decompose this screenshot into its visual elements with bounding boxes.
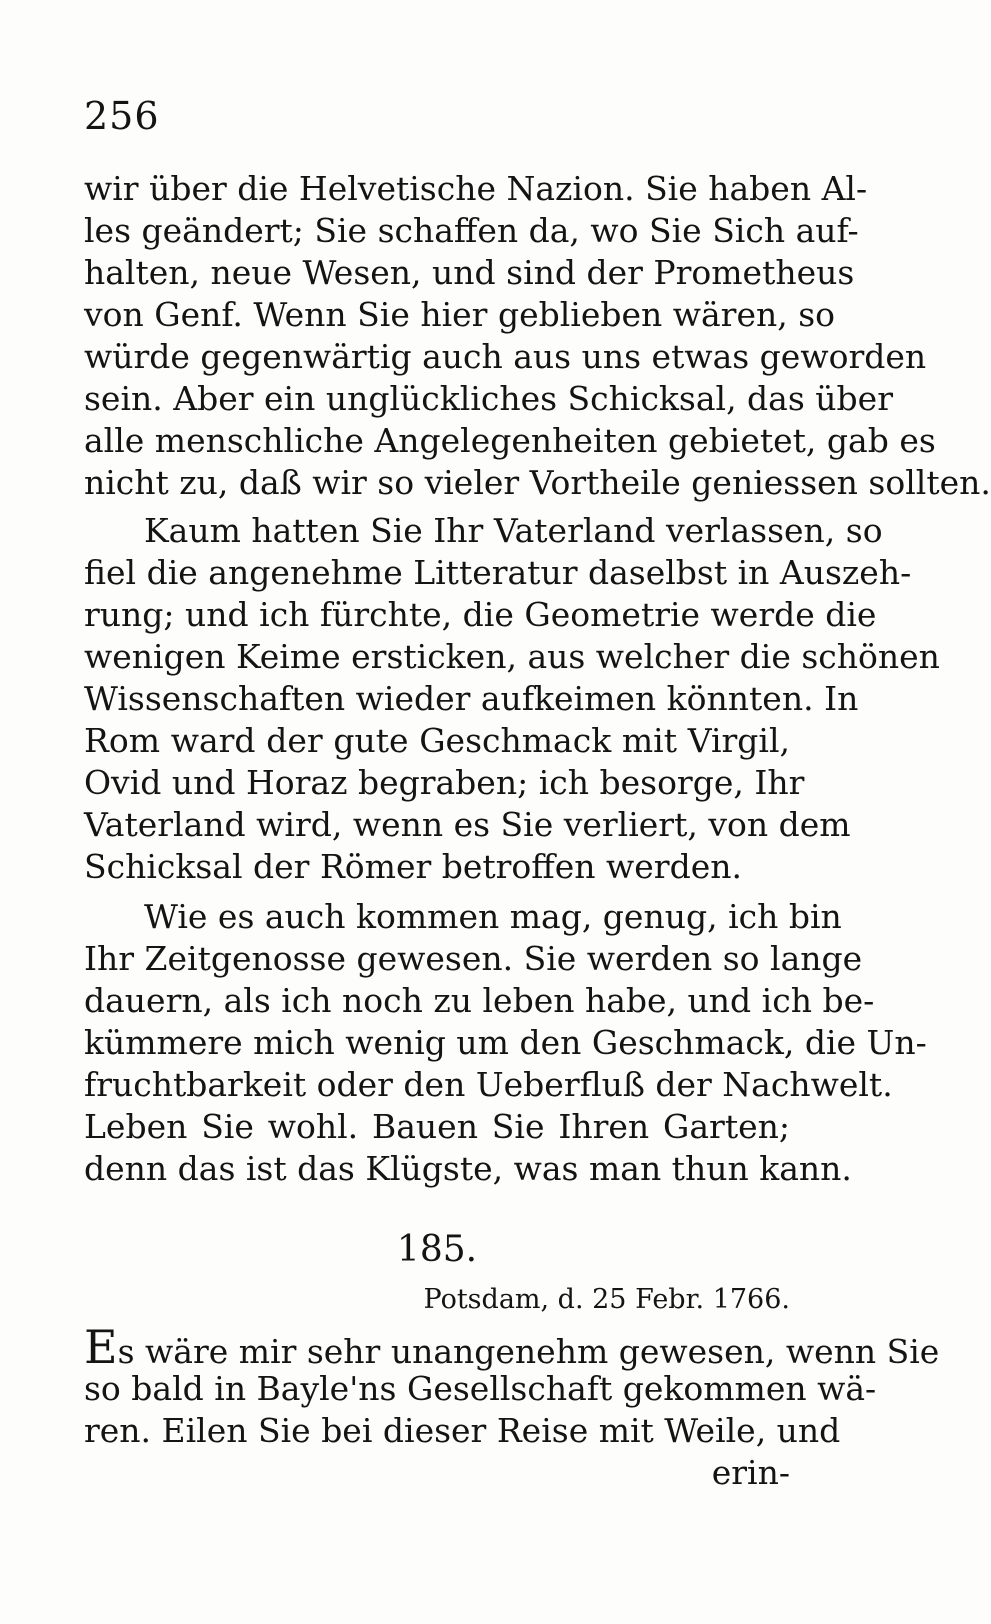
text-line: dauern, als ich noch zu leben habe, und ich be- <box>84 981 875 1020</box>
text-line: fruchtbarkeit oder den Ueberfluß der Nachwelt. <box>84 1065 893 1104</box>
text-line: so bald in Bayle'ns Gesellschaft gekommen wä- <box>84 1369 877 1408</box>
text-line: Wissenschaften wieder aufkeimen könnten. In <box>84 679 859 718</box>
text-line: denn das ist das Klügste, was man thun kann. <box>84 1149 852 1188</box>
text-line: s wäre mir sehr unangenehm gewesen, wenn Sie <box>117 1332 940 1371</box>
text-line: würde gegenwärtig auch aus uns etwas geworden <box>84 337 927 376</box>
catchword: erin- <box>711 1453 790 1492</box>
text-line: Rom ward der gute Geschmack mit Virgil, <box>84 721 790 760</box>
paragraph-4 <box>84 1320 940 1494</box>
text-line: ren. Eilen Sie bei dieser Reise mit Weile, und <box>84 1411 841 1450</box>
text-line: wir über die Helvetische Nazion. Sie haben Al- <box>84 169 868 208</box>
text-line: halten, neue Wesen, und sind der Prometheus <box>84 253 855 292</box>
text-line: Schicksal der Römer betroffen werden. <box>84 847 742 886</box>
text-line: Kaum hatten Sie Ihr Vaterland verlassen, so <box>144 511 883 550</box>
paragraph-1 <box>84 168 991 504</box>
drop-initial: E <box>84 1320 118 1374</box>
text-line: kümmere mich wenig um den Geschmack, die Un- <box>84 1023 927 1062</box>
text-line: rung; und ich fürchte, die Geometrie werde die <box>84 595 877 634</box>
text-line: les geändert; Sie schaffen da, wo Sie Sich auf- <box>84 211 859 250</box>
paragraph-2 <box>84 510 940 888</box>
dateline: Potsdam, d. 25 Febr. 1766. <box>423 1284 790 1315</box>
book-page <box>84 92 991 1592</box>
text-line: Ovid und Horaz begraben; ich besorge, Ihr <box>84 763 805 802</box>
text-line: wenigen Keime ersticken, aus welcher die schönen <box>84 637 940 676</box>
text-line: Vaterland wird, wenn es Sie verliert, von dem <box>84 805 851 844</box>
text-line-with-initial <box>84 1320 940 1374</box>
text-line: sein. Aber ein unglückliches Schicksal, das über <box>84 379 893 418</box>
text-line: nicht zu, daß wir so vieler Vortheile geniessen sollten. <box>84 463 991 502</box>
text-line: Ihr Zeitgenosse gewesen. Sie werden so lange <box>84 939 863 978</box>
page-number: 256 <box>84 94 160 138</box>
paragraph-3 <box>84 896 927 1190</box>
text-line: fiel die angenehme Litteratur daselbst in Auszeh- <box>84 553 912 592</box>
text-line: Leben Sie wohl. Bauen Sie Ihren Garten; <box>84 1107 790 1146</box>
text-line: alle menschliche Angelegenheiten gebietet, gab es <box>84 421 936 460</box>
text-line: Wie es auch kommen mag, genug, ich bin <box>144 897 842 936</box>
text-line: von Genf. Wenn Sie hier geblieben wären, so <box>84 295 836 334</box>
letter-number: 185. <box>396 1229 478 1270</box>
